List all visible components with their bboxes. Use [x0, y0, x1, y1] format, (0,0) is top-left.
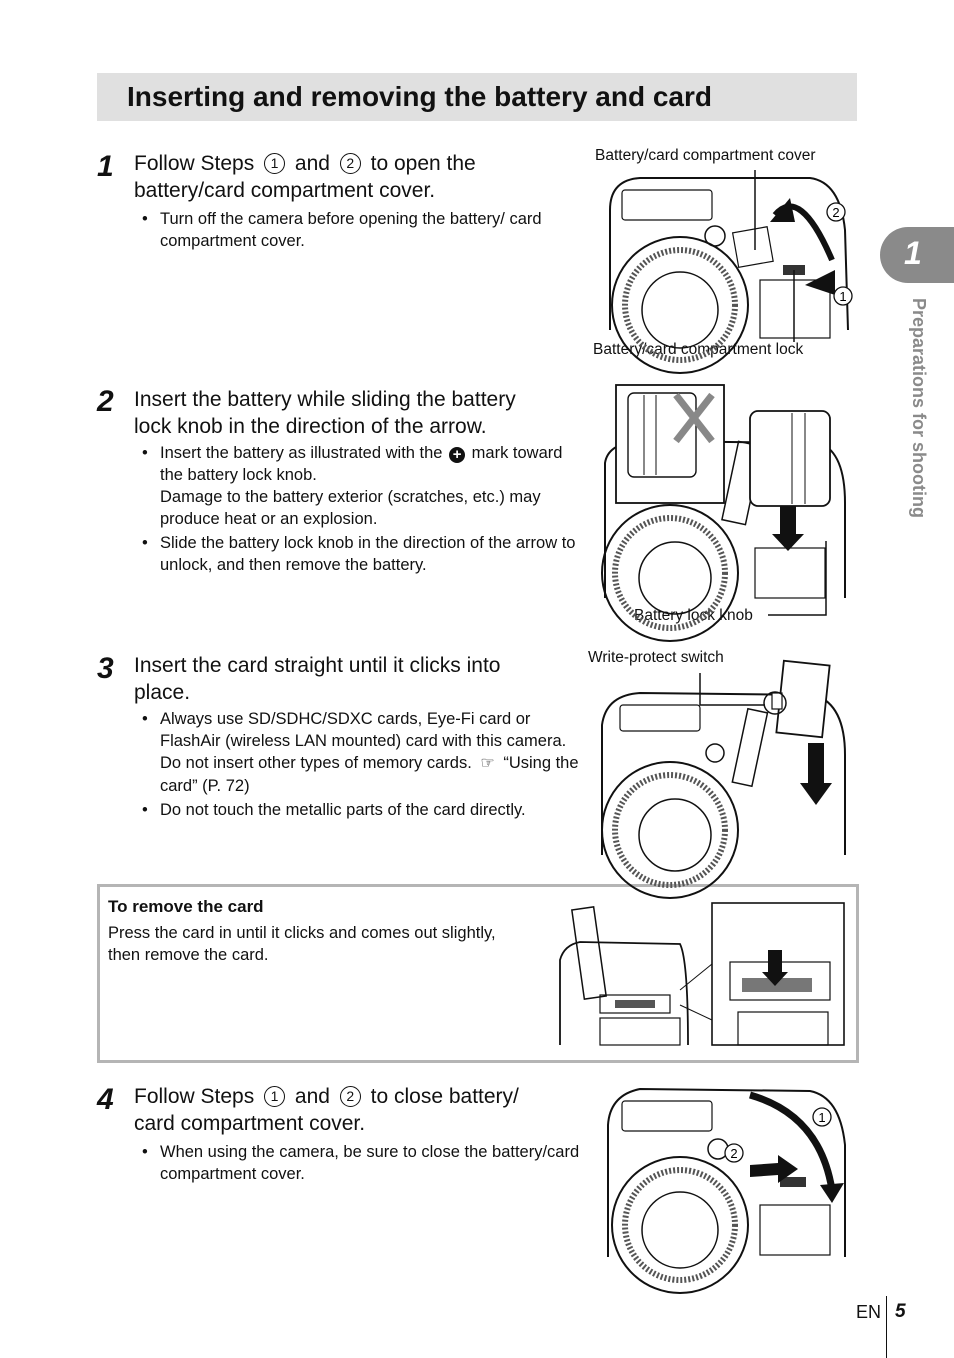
caption-cover: Battery/card compartment cover — [595, 147, 816, 164]
step-3-number: 3 — [97, 652, 114, 685]
camera-illustration-4 — [600, 1085, 855, 1260]
step-2-head-line1: Insert the battery while sliding the battery — [134, 388, 516, 411]
chapter-label: Preparations for shooting — [909, 298, 929, 519]
step-2-head-line2: lock knob in the direction of the arrow. — [134, 415, 487, 438]
step-2-heading — [134, 386, 574, 440]
camera-illustration-1 — [600, 170, 855, 338]
step-1-head-text: Follow Steps — [134, 152, 255, 175]
step-3-heading — [134, 652, 574, 706]
circled-number-2: 2 — [340, 1086, 361, 1107]
step-1-and: and — [294, 152, 330, 175]
step-1-head-line2: battery/card compartment cover. — [134, 179, 436, 202]
caption-lock: Battery/card compartment lock — [593, 341, 804, 358]
chapter-tab — [880, 227, 954, 283]
step-4-and: and — [294, 1085, 330, 1108]
step-2-bullet-1-note: Damage to the battery exterior (scratches, etc.) may produce heat or an explosion. — [160, 488, 541, 528]
svg-text:2: 2 — [730, 1146, 738, 1161]
step-2-bullet-2: • Slide the battery lock knob in the direction of the arrow to unlock, and then remove the battery. — [134, 532, 590, 576]
footer-divider — [886, 1296, 887, 1358]
camera-illustration-3 — [600, 655, 850, 860]
step-1-head-text-b: to open the — [370, 152, 476, 175]
step-2-bullet-1-text-b: mark toward the battery lock knob. — [160, 444, 563, 484]
step-1-bullet: • Turn off the camera before opening the battery/ card compartment cover. — [134, 208, 580, 252]
page-title: Inserting and removing the battery and card — [127, 81, 713, 112]
camera-illustration-2 — [600, 383, 850, 615]
step-3-head-line1: Insert the card straight until it clicks into — [134, 654, 501, 677]
step-4-number: 4 — [97, 1083, 114, 1116]
step-4-heading — [134, 1083, 574, 1137]
svg-text:1: 1 — [818, 1110, 826, 1125]
remove-card-title: To remove the card — [108, 897, 264, 916]
section-title-bar — [97, 73, 857, 121]
caption-write-protect: Write-protect switch — [588, 649, 724, 666]
chapter-number: 1 — [904, 235, 922, 271]
page-number: 5 — [895, 1301, 906, 1322]
plus-mark-icon: + — [449, 447, 465, 463]
circled-number-2: 2 — [340, 153, 361, 174]
circled-number-1: 1 — [264, 153, 285, 174]
step-2-bullet-1 — [134, 442, 570, 530]
svg-text:2: 2 — [832, 205, 840, 220]
step-4-bullet: • When using the camera, be sure to close the battery/card compartment cover. — [134, 1141, 580, 1185]
step-1-heading — [134, 150, 564, 204]
reference-hand-icon: ☞ — [480, 755, 495, 772]
svg-text:1: 1 — [839, 289, 847, 304]
footer-language: EN — [856, 1302, 882, 1322]
remove-card-text: Press the card in until it clicks and comes out slightly, then remove the card. — [108, 924, 496, 964]
step-3-head-line2: place. — [134, 681, 191, 704]
step-2-bullet-1-text: Insert the battery as illustrated with the — [160, 444, 443, 462]
step-3-bullet-2: • Do not touch the metallic parts of the card directly. — [134, 799, 590, 821]
step-4-head-line2: card compartment cover. — [134, 1112, 366, 1135]
circled-number-1: 1 — [264, 1086, 285, 1107]
step-4-head-text-b: to close battery/ — [370, 1085, 519, 1108]
camera-illustration-remove — [560, 900, 850, 1050]
step-2-number: 2 — [97, 385, 114, 418]
caption-knob: Battery lock knob — [634, 607, 753, 624]
step-3-bullet-1-ref: “Using the card” (P. 72) — [160, 754, 579, 795]
step-4-head-text: Follow Steps — [134, 1085, 255, 1108]
step-3-bullet-1 — [134, 708, 590, 797]
step-3-bullet-1-text: Always use SD/SDHC/SDXC cards, Eye-Fi card or FlashAir (wireless LAN mounted) card with this camera. Do not insert other types of memory cards. — [160, 710, 567, 772]
step-1-number: 1 — [97, 150, 114, 183]
